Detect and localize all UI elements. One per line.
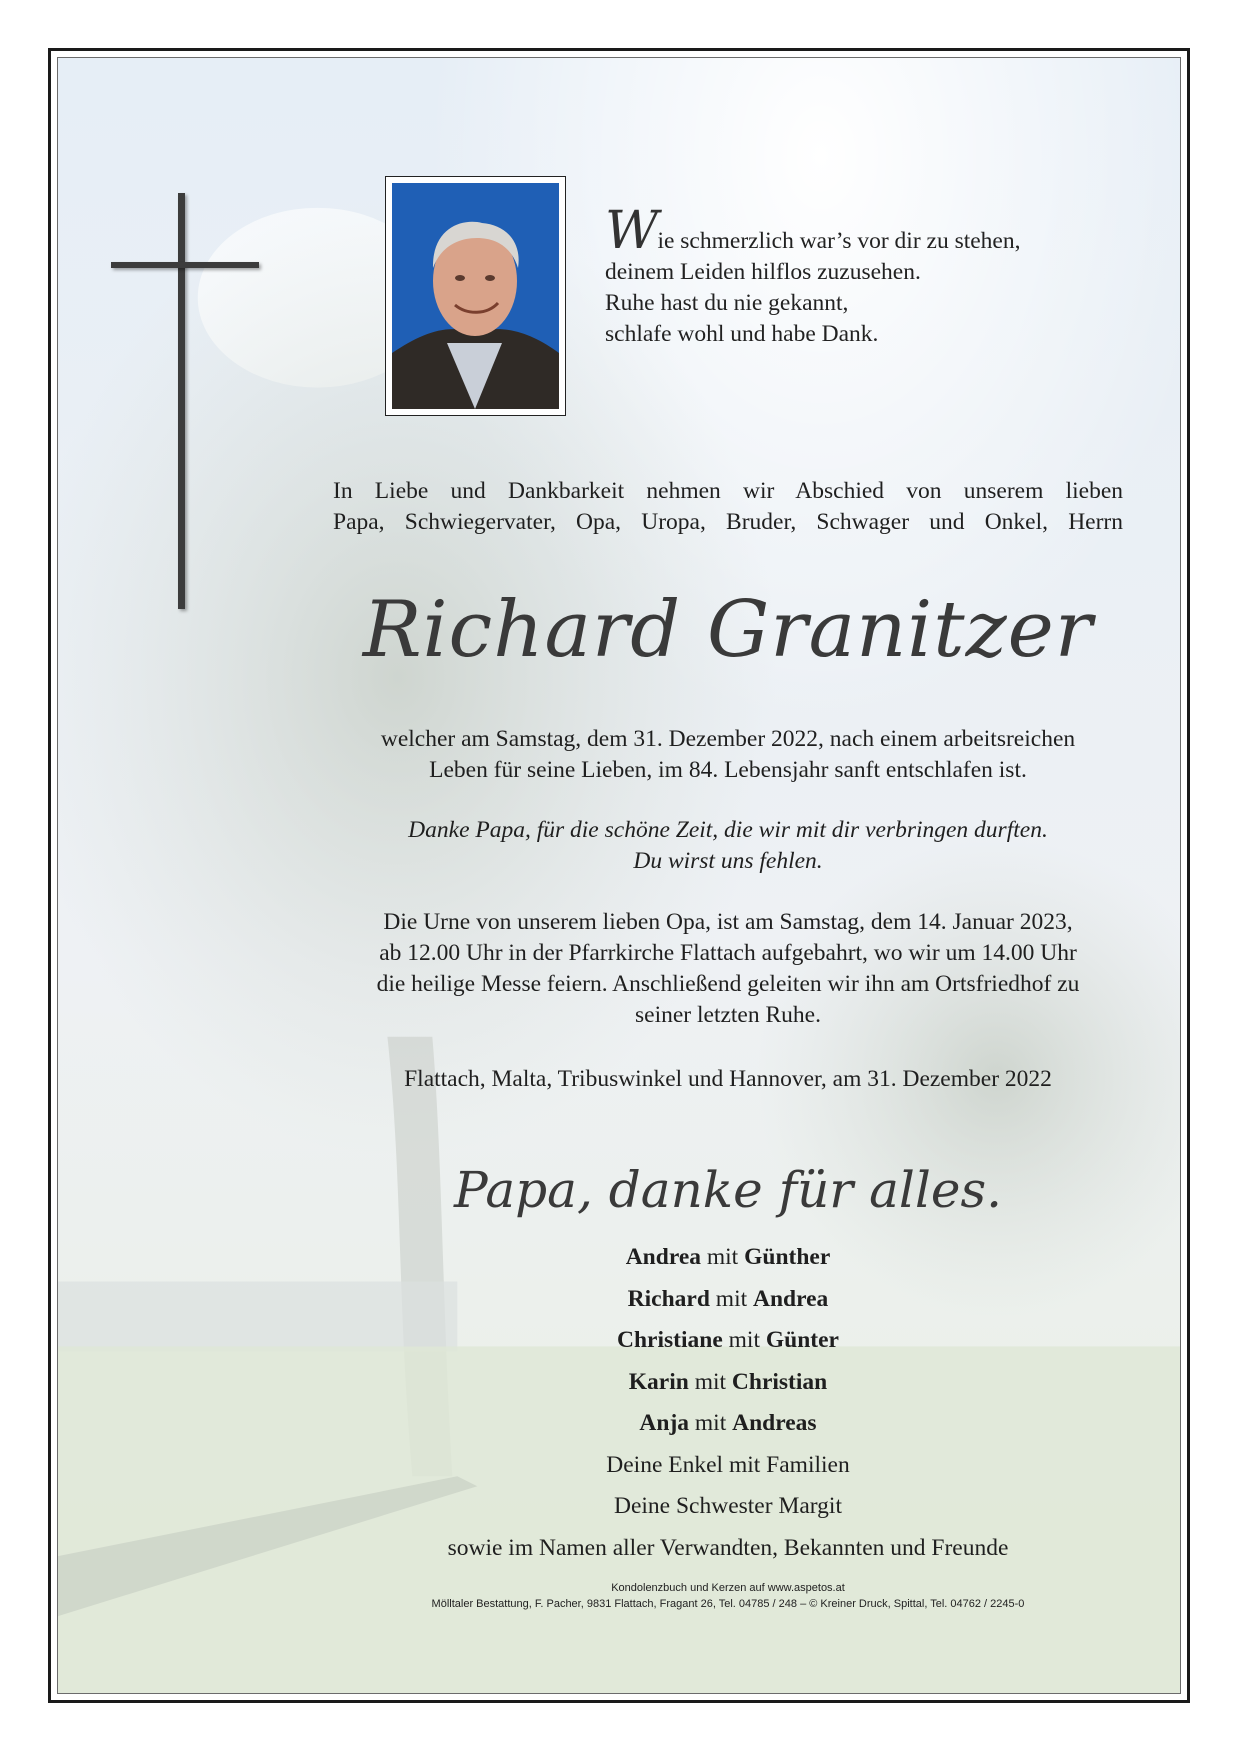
- poem-line-1-text: ie schmerzlich war’s vor dir zu stehen,: [657, 228, 1021, 254]
- mourner-joiner: mit: [722, 1327, 766, 1353]
- mourner-joiner: mit: [689, 1410, 733, 1436]
- funeral-line: ab 12.00 Uhr in der Pfarrkirche Flattach aufgebahrt, wo wir um 14.00 Uhr: [379, 940, 1077, 966]
- mourner-partner-name: Günther: [744, 1244, 831, 1270]
- mourner-row: [333, 1237, 1123, 1279]
- poem-line-1: [605, 201, 1125, 261]
- death-notice: [333, 724, 1123, 786]
- mourner-row: sowie im Namen aller Verwandten, Bekannten und Freunde: [447, 1534, 1009, 1561]
- footer-condolence-line: Kondolenzbuch und Kerzen auf www.aspetos.at: [611, 1582, 845, 1594]
- mourner-name: Christiane: [617, 1327, 723, 1353]
- mourner-joiner: mit: [688, 1368, 732, 1395]
- mourner-partner-name: Christian: [731, 1368, 828, 1395]
- mourner-name: Karin: [628, 1368, 689, 1395]
- mourner-partner-name: Günter: [765, 1327, 839, 1353]
- funeral-line: die heilige Messe feiern. Anschließend geleiten wir ihn am Ortsfriedhof zu: [376, 971, 1080, 997]
- poem-dropcap: W: [605, 201, 657, 261]
- cross-vertical-beam: [178, 193, 185, 609]
- mourner-row: [333, 1403, 1123, 1445]
- thanks-paragraph: [333, 815, 1123, 877]
- mourner-name: Richard: [627, 1285, 710, 1312]
- mourner-row: [333, 1279, 1123, 1321]
- deceased-name: Richard Granitzer: [362, 585, 1094, 675]
- place-date-line: Flattach, Malta, Tribuswinkel und Hannover, am 31. Dezember 2022: [404, 1066, 1052, 1092]
- poem-line-2: deinem Leiden hilflos zuzusehen.: [605, 259, 921, 285]
- mourner-partner-name: Andreas: [732, 1410, 817, 1436]
- mourner-name: Andrea: [625, 1244, 701, 1270]
- portrait-photo: [385, 176, 566, 416]
- poem-line-4: schlafe wohl und habe Dank.: [605, 321, 879, 347]
- mourner-row: [333, 1320, 1123, 1362]
- poem-line-3: Ruhe hast du nie gekannt,: [605, 290, 849, 316]
- cross-icon: [111, 193, 259, 609]
- footer-imprint-line: Mölltaler Bestattung, F. Pacher, 9831 Flattach, Fragant 26, Tel. 04785 / 248 – © Kreiner Druck, Spittal, Tel. 04762 / 2245-0: [431, 1598, 1025, 1610]
- funeral-line: Die Urne von unserem lieben Opa, ist am Samstag, dem 14. Januar 2023,: [383, 909, 1073, 935]
- mourner-row: Deine Schwester Margit: [614, 1493, 842, 1519]
- intro-line: Papa, Schwiegervater, Opa, Uropa, Bruder, Schwager und Onkel, Herrn: [333, 509, 1123, 535]
- intro-line: In Liebe und Dankbarkeit nehmen wir Abschied von unserem lieben: [333, 478, 1123, 504]
- footer: [333, 1580, 1123, 1612]
- thanks-line: Danke Papa, für die schöne Zeit, die wir mit dir verbringen durften.: [408, 817, 1048, 843]
- portrait-image: [392, 183, 559, 409]
- mourner-name: Anja: [639, 1410, 690, 1436]
- death-notice-line: welcher am Samstag, dem 31. Dezember 2022, nach einem arbeitsreichen: [380, 726, 1076, 752]
- intro-paragraph: [333, 476, 1123, 538]
- place-and-date: [333, 1064, 1123, 1095]
- funeral-line: seiner letzten Ruhe.: [635, 1002, 821, 1028]
- mourner-joiner: mit: [701, 1244, 745, 1270]
- mourners-list: [333, 1237, 1123, 1569]
- death-notice-line: Leben für seine Lieben, im 84. Lebensjahr sanft entschlafen ist.: [429, 757, 1027, 783]
- thanks-line: Du wirst uns fehlen.: [633, 848, 823, 874]
- mourner-row: [333, 1362, 1123, 1404]
- funeral-details: [333, 907, 1123, 1031]
- poem: [605, 201, 1125, 350]
- mourner-partner-name: Andrea: [753, 1285, 829, 1312]
- cross-horizontal-beam: [111, 262, 259, 268]
- mourner-joiner: mit: [709, 1285, 754, 1312]
- closing-phrase: Papa, danke für alles.: [453, 1161, 1003, 1219]
- mourner-row: Deine Enkel mit Familien: [606, 1451, 850, 1478]
